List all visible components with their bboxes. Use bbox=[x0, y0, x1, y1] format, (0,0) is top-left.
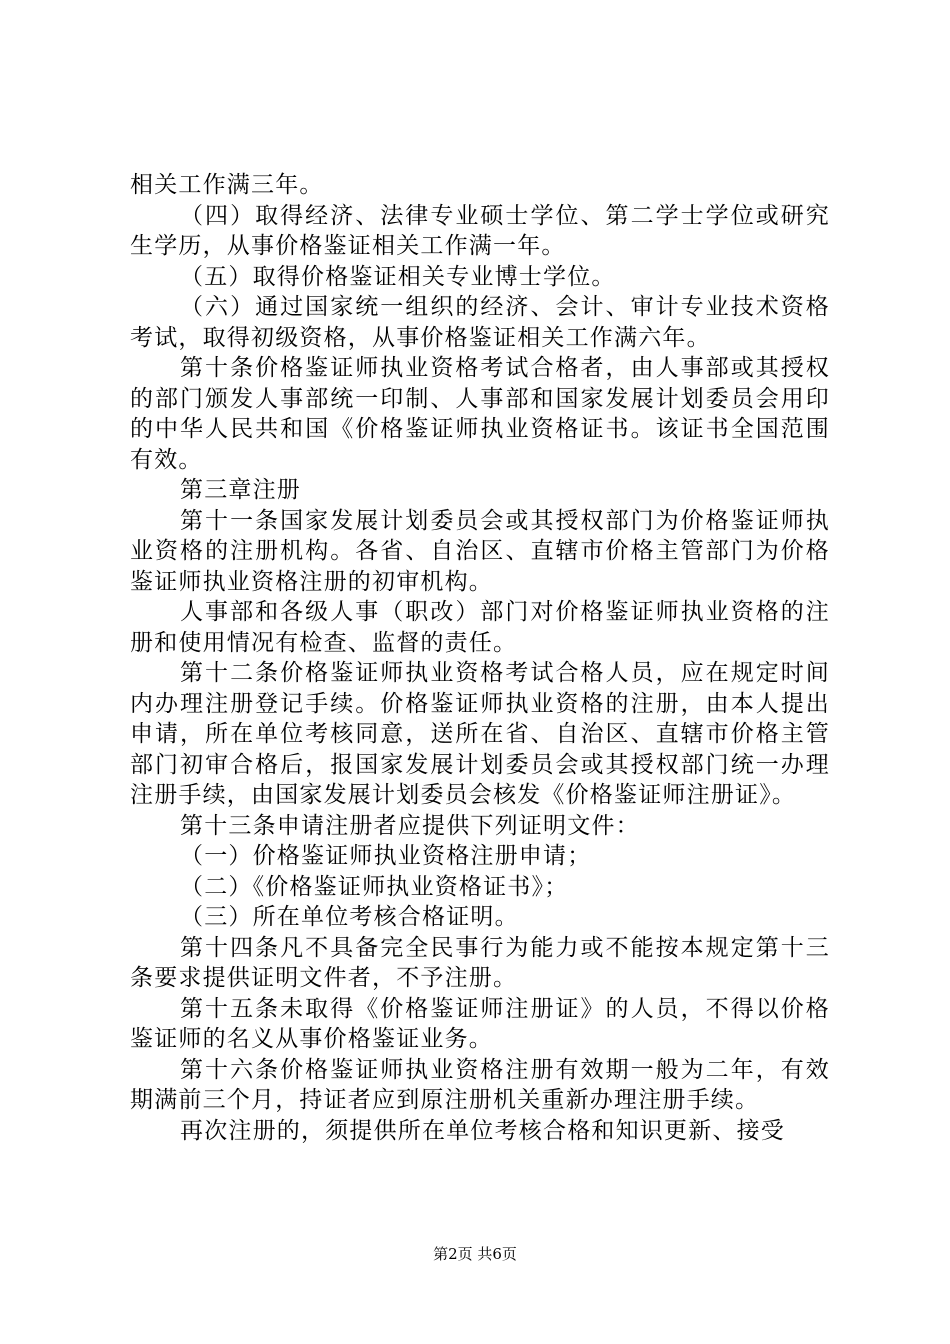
document-body bbox=[130, 170, 830, 1146]
paragraph: 人事部和各级人事（职改）部门对价格鉴证师执业资格的注册和使用情况有检查、监督的责任。 bbox=[130, 599, 830, 656]
paragraph: 第三章注册 bbox=[180, 477, 301, 503]
paragraph: 第十条价格鉴证师执业资格考试合格者，由人事部或其授权的部门颁发人事部统一印制、人事部和国家发展计划委员会用印的中华人民共和国《价格鉴证师执业资格证书。该证书全国范围有效。 bbox=[130, 355, 830, 473]
paragraph: 第十六条价格鉴证师执业资格注册有效期一般为二年，有效期满前三个月，持证者应到原注册机关重新办理注册手续。 bbox=[130, 1056, 830, 1113]
paragraph: （三）所在单位考核合格证明。 bbox=[180, 904, 519, 930]
paragraph: 第十四条凡不具备完全民事行为能力或不能按本规定第十三条要求提供证明文件者，不予注册。 bbox=[130, 934, 830, 991]
paragraph: 第十二条价格鉴证师执业资格考试合格人员，应在规定时间内办理注册登记手续。价格鉴证师执业资格的注册，由本人提出申请，所在单位考核同意，送所在省、自治区、直辖市价格主管部门初审合格后，报国家发展计划委员会或其授权部门统一办理注册手续，由国家发展计划委员会核发《价格鉴证师注册证》。 bbox=[130, 660, 830, 808]
page-footer: 第2页 共6页 bbox=[433, 1245, 517, 1263]
paragraph: 第十一条国家发展计划委员会或其授权部门为价格鉴证师执业资格的注册机构。各省、自治区、直辖市价格主管部门为价格鉴证师执业资格注册的初审机构。 bbox=[130, 507, 830, 595]
paragraph: （一）价格鉴证师执业资格注册申请； bbox=[180, 843, 592, 869]
paragraph: （二）《价格鉴证师执业资格证书》； bbox=[180, 873, 569, 900]
paragraph: 相关工作满三年。 bbox=[130, 172, 324, 198]
paragraph: （五）取得价格鉴证相关专业博士学位。 bbox=[180, 263, 616, 290]
paragraph: 再次注册的，须提供所在单位考核合格和知识更新、接受 bbox=[180, 1117, 785, 1144]
paragraph: 第十三条申请注册者应提供下列证明文件： bbox=[180, 812, 640, 839]
paragraph: （六）通过国家统一组织的经济、会计、审计专业技术资格考试，取得初级资格，从事价格鉴证相关工作满六年。 bbox=[130, 294, 830, 351]
paragraph: （四）取得经济、法律专业硕士学位、第二学士学位或研究生学历，从事价格鉴证相关工作满一年。 bbox=[130, 202, 830, 259]
paragraph: 第十五条未取得《价格鉴证师注册证》的人员，不得以价格鉴证师的名义从事价格鉴证业务。 bbox=[130, 995, 830, 1052]
